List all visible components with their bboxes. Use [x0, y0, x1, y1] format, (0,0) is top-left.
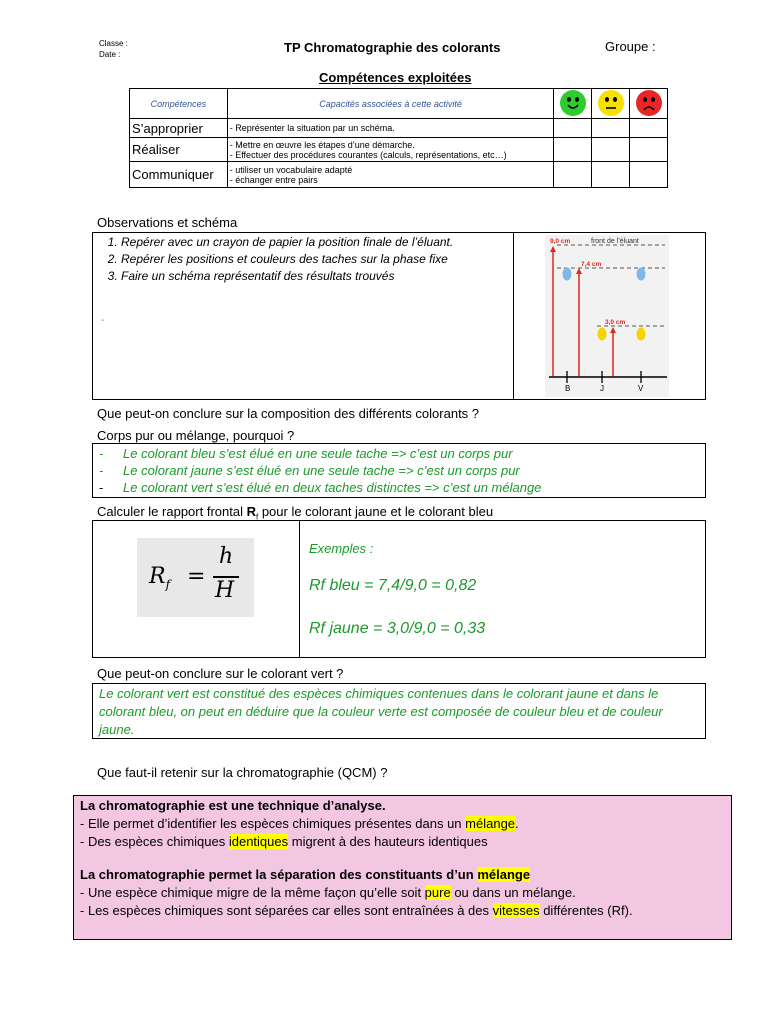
smiley-sad-cell	[630, 89, 668, 119]
summary-line: - Des espèces chimiques identiques migrent à des hauteurs identiques	[80, 834, 488, 849]
competence-row-capacity: - Effectuer des procédures courantes (calculs, représentations, etc…)	[229, 149, 507, 160]
summary-box	[73, 795, 732, 940]
list-item: - Le colorant vert s’est élué en deux taches distinctes => c’est un mélange	[99, 480, 542, 495]
blue-spot-b	[563, 268, 572, 281]
question-vert: Que peut-on conclure sur le colorant vert ?	[97, 666, 344, 681]
competence-row-capacity: - échanger entre pairs	[229, 174, 318, 185]
h-blue-label: 7,4 cm	[581, 261, 602, 268]
observations-box	[92, 232, 706, 400]
col-capacites: Capacités associées à cette activité	[227, 89, 554, 119]
h-total-label: 9,0 cm	[550, 238, 571, 245]
blue-spot-v	[637, 268, 646, 281]
summary-title-2: La chromatographie permet la séparation des constituants d’un mélange	[80, 867, 531, 882]
col-competences: Compétences	[130, 89, 228, 119]
tick-label-v: V	[638, 384, 644, 393]
examples-label: Exemples :	[309, 541, 374, 556]
smiley-happy-cell	[554, 89, 592, 119]
classe-label: Classe :	[99, 39, 128, 48]
yellow-spot-v	[637, 328, 646, 341]
question-qcm: Que faut-il retenir sur la chromatographie (QCM) ?	[97, 765, 388, 780]
summary-line: - Elle permet d’identifier les espèces chimiques présentes dans un mélange.	[80, 816, 519, 831]
smiley-happy-icon	[560, 90, 586, 116]
competence-row-capacity: - Représenter la situation par un schéma.	[227, 119, 554, 138]
competence-row-name: S’approprier	[130, 119, 228, 138]
competences-heading: Compétences exploitées	[319, 70, 472, 85]
competence-row-capacity: - utiliser un vocabulaire adapté	[229, 164, 353, 175]
competence-row-name: Réaliser	[130, 138, 228, 162]
question-rf: Calculer le rapport frontal $R_f$ pour le colorant jaune et le colorant bleu	[97, 504, 494, 522]
question-composition: Que peut-on conclure sur la composition des différents colorants ?	[97, 406, 480, 421]
summary-title-1: La chromatographie est une technique d’analyse.	[80, 798, 386, 813]
list-item: - Le colorant jaune s’est élué en une seule tache => c’est un corps pur	[99, 463, 520, 478]
summary-line: - Les espèces chimiques sont séparées car elles sont entraînées à des vitesses différentes (Rf).	[80, 903, 633, 918]
competences-table	[129, 88, 668, 188]
answer-box-composition	[92, 443, 706, 498]
list-item: 3. Faire un schéma représentatif des résultats trouvés	[121, 268, 513, 285]
rf-bleu-example: Rf bleu = 7,4/9,0 = 0,82	[309, 577, 477, 594]
dash-mark: -	[101, 315, 105, 326]
steps-list	[93, 234, 513, 285]
h-yellow-label: 3,0 cm	[605, 319, 626, 326]
tick-label-j: J	[600, 384, 604, 393]
date-label: Date :	[99, 50, 121, 59]
observations-label: Observations et schéma	[97, 215, 238, 230]
competence-row-capacity: - Mettre en œuvre les étapes d’une démarche.	[229, 139, 415, 150]
rf-box	[92, 520, 706, 658]
list-item: 2. Repérer les positions et couleurs des taches sur la phase fixe	[121, 251, 513, 268]
smiley-neutral-cell	[592, 89, 630, 119]
list-item: - Le colorant bleu s’est élué en une seule tache => c’est un corps pur	[99, 446, 513, 461]
front-label: front de l’éluant	[591, 238, 639, 245]
chromatogram-diagram	[545, 235, 669, 397]
tick-label-b: B	[565, 384, 571, 393]
smiley-neutral-icon	[598, 90, 624, 116]
competence-row-name: Communiquer	[130, 162, 228, 188]
smiley-sad-icon	[636, 90, 662, 116]
page-title: TP Chromatographie des colorants	[284, 40, 501, 55]
answer-box-vert	[92, 683, 706, 739]
rf-formula: $R_f$ = h H	[137, 538, 254, 617]
rf-jaune-example: Rf jaune = 3,0/9,0 = 0,33	[309, 620, 486, 637]
yellow-spot-j	[598, 328, 607, 341]
summary-line: - Une espèce chimique migre de la même façon qu’elle soit pure ou dans un mélange.	[80, 885, 576, 900]
groupe-label: Groupe :	[605, 39, 656, 54]
question-corps-pur: Corps pur ou mélange, pourquoi ?	[97, 428, 295, 443]
list-item: 1. Repérer avec un crayon de papier la position finale de l’éluant.	[121, 234, 513, 251]
vert-answer: Le colorant vert est constitué des espèces chimiques contenues dans le colorant jaune et dans le colorant bleu, on peut en déduire que la couleur verte est composée de couleur bleu et de couleur jaune.	[99, 686, 663, 737]
paper-background	[545, 235, 669, 397]
